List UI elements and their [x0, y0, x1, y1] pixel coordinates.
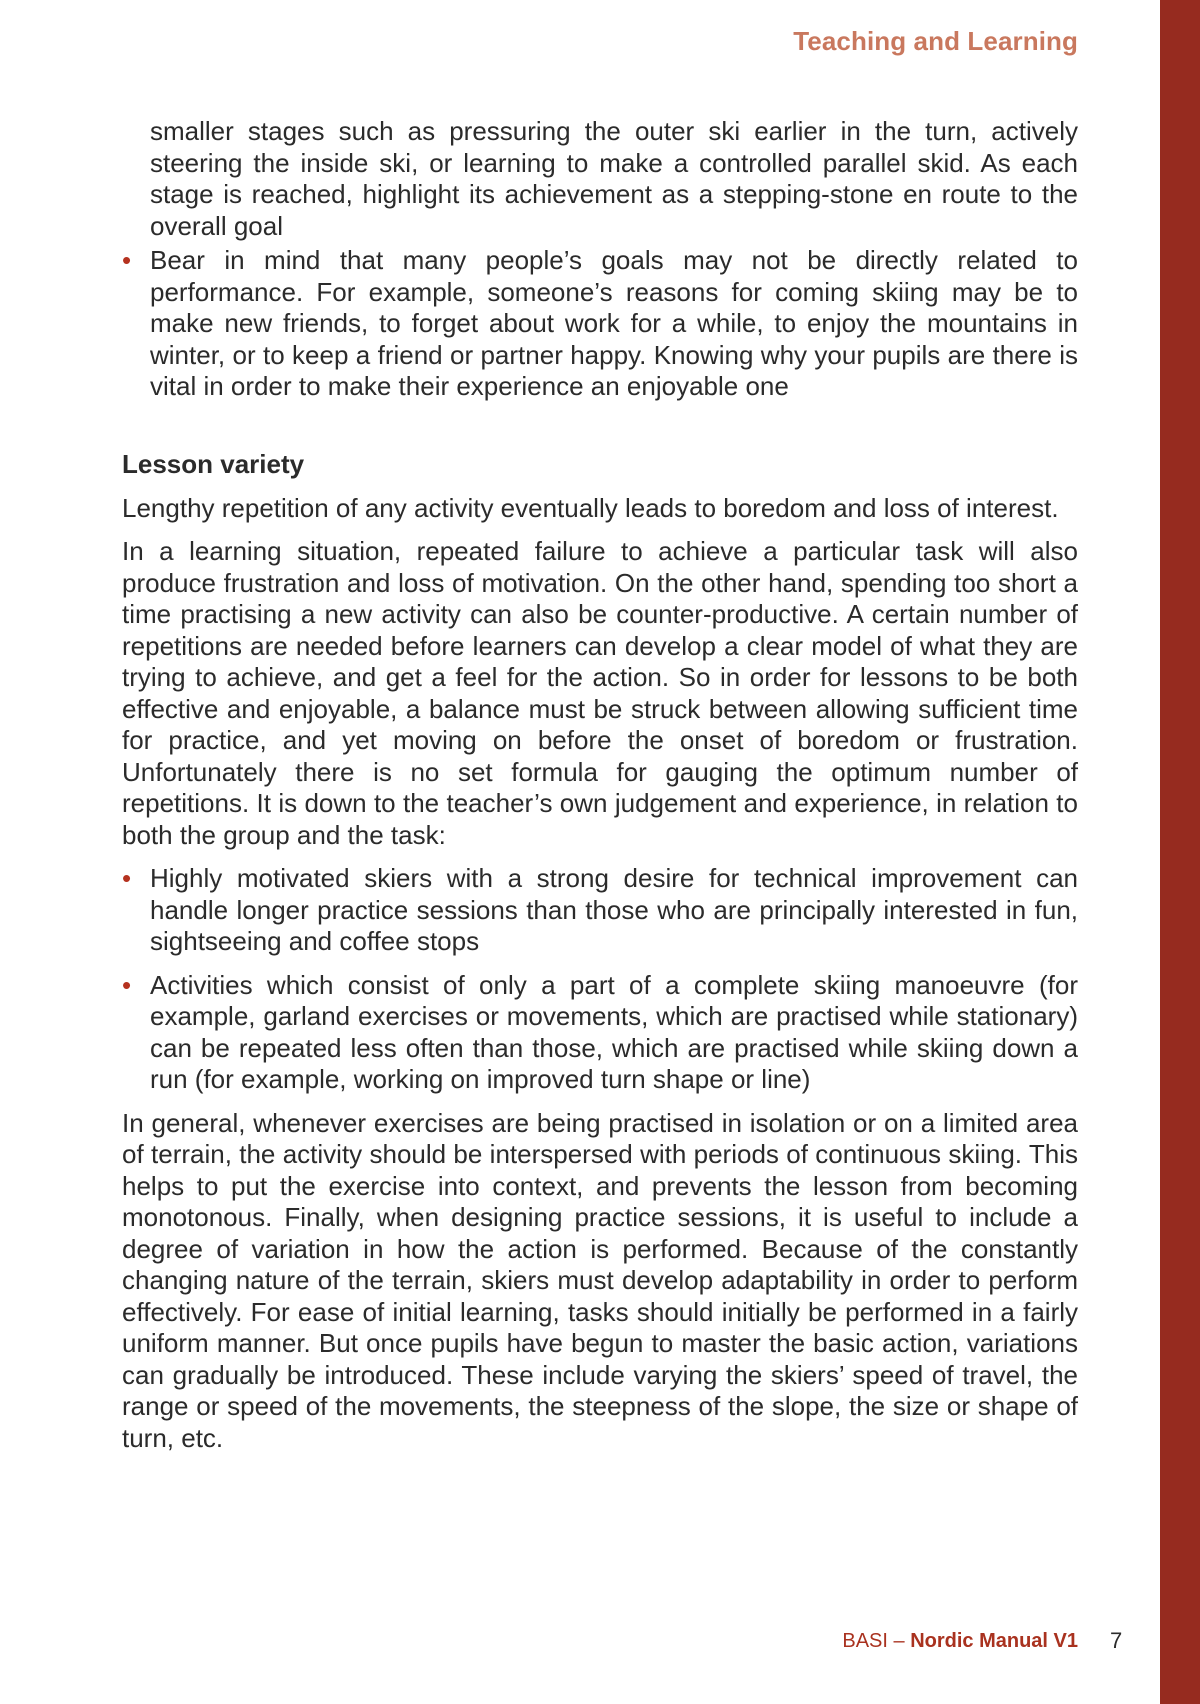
page-body [122, 116, 1078, 1466]
footer-title [842, 1630, 1078, 1653]
list-item [122, 863, 1078, 958]
paragraph: In general, whenever exercises are being practised in isolation or on a limited area of terrain, the activity should be interspersed with periods of continuous skiing. This helps to put the exercise into context, and prevents the lesson from becoming monotonous. Finally, when designing practice sessions, it is useful to include a degree of variation in how the action is performed. Because of the constantly changing nature of the terrain, skiers must develop adaptability in order to perform effectively. For ease of initial learning, tasks should initially be performed in a fairly uniform manner. But once pupils have begun to master the basic action, variations can gradually be introduced. These include varying the skiers’ speed of travel, the range or speed of the movements, the steepness of the slope, the size or shape of turn, etc. [122, 1107, 1078, 1453]
bullet-list [122, 863, 1078, 1096]
bullet-list-top [122, 245, 1078, 403]
list-item-text: Highly motivated skiers with a strong desire for technical improvement can handle longer practice sessions than those who are principally interested in fun, sightseeing and coffee stops [150, 863, 1078, 956]
section-heading: Lesson variety [122, 448, 305, 479]
page-edge-color-bar [1160, 0, 1200, 1704]
list-item [122, 245, 1078, 403]
list-item-text: Bear in mind that many people’s goals may not be directly related to performance. For example, someone’s reasons for coming skiing may be to make new friends, to forget about work for a while, to enjoy the mountains in winter, or to keep a friend or partner happy. Knowing why your pupils are there is vital in order to make their experience an enjoyable one [150, 245, 1078, 401]
paragraph: Lengthy repetition of any activity eventually leads to boredom and loss of interest. [122, 492, 1059, 523]
bullet-icon: • [122, 969, 132, 1000]
running-header: Teaching and Learning [793, 26, 1078, 56]
bullet-icon: • [122, 245, 132, 275]
list-item-text: Activities which consist of only a part of a complete skiing manoeuvre (for example, garland exercises or movements, which are practised while stationary) can be repeated less often than those, which are practised while skiing down a run (for example, working on improved turn shape or line) [150, 969, 1078, 1094]
page-number: 7 [1110, 1628, 1123, 1653]
paragraph: In a learning situation, repeated failure to achieve a particular task will also produce frustration and loss of motivation. On the other hand, spending too short a time practising a new activity can also be counter-productive. A certain number of repetitions are needed before learners can develop a clear model of what they are trying to achieve, and get a feel for the action. So in order for lessons to be both effective and enjoyable, a balance must be struck between allowing sufficient time for practice, and yet moving on before the onset of boredom or frustration. Unfortunately there is no set formula for gauging the optimum number of repetitions. It is down to the teacher’s own judgement and experience, in relation to both the group and the task: [122, 536, 1078, 850]
bullet-icon: • [122, 863, 132, 893]
list-item [122, 970, 1078, 1096]
footer-prefix: BASI – [842, 1630, 911, 1652]
footer-manual-name: Nordic Manual V1 [910, 1630, 1078, 1652]
continued-bullet-text: smaller stages such as pressuring the outer ski earlier in the turn, actively steering the inside ski, or learning to make a controlled parallel skid. As each stage is reached, highlight its achievement as a stepping-stone en route to the overall goal [150, 116, 1078, 241]
